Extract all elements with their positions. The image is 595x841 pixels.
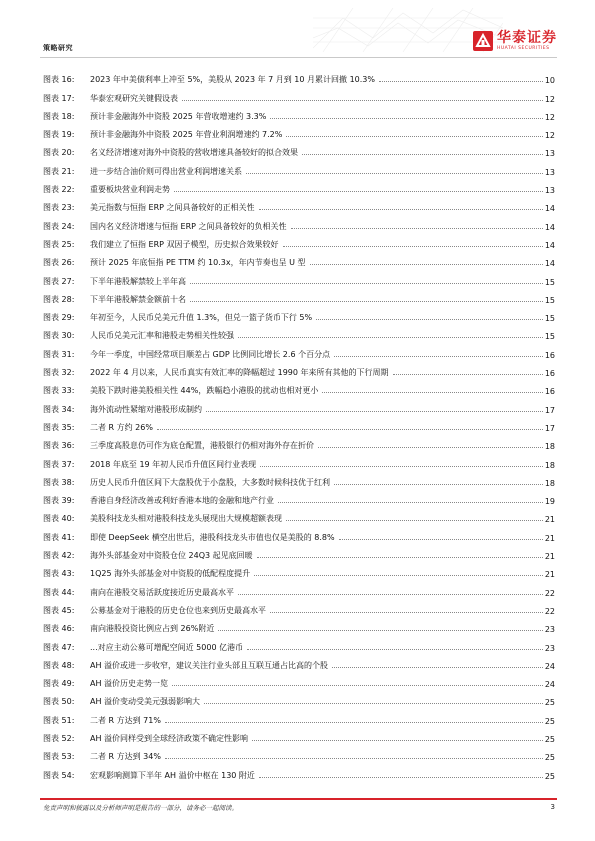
dot-leader [310, 264, 543, 265]
figure-page-number: 12 [544, 112, 555, 122]
toc-entry[interactable] [43, 323, 555, 341]
figure-number: 图表 47: [43, 642, 75, 652]
figure-page-number: 21 [544, 515, 555, 525]
figure-page-number: 21 [544, 570, 555, 580]
toc-entry[interactable] [43, 543, 555, 561]
figure-number: 图表 44: [43, 587, 75, 597]
figure-title: 2022 年 4 月以来，人民币真实有效汇率的降幅超过 1990 年来所有其他的下行周期 [90, 368, 389, 378]
figure-title: 南向港股投资比例应占到 26%附近 [90, 624, 215, 634]
toc-entry[interactable] [43, 451, 555, 469]
dot-leader [302, 154, 543, 155]
toc-entry[interactable] [43, 195, 555, 213]
figure-title: 年初至今，人民币兑美元升值 1.3%，但兑一篮子货币下行 5% [90, 313, 313, 323]
footer-disclaimer: 免责声明和披露以及分析师声明是报告的一部分，请务必一起阅读。 [43, 804, 238, 812]
figure-title: 人民币兑美元汇率和港股走势相关性较强 [90, 331, 234, 341]
toc-entry[interactable] [43, 104, 555, 122]
toc-entry[interactable] [43, 341, 555, 359]
figure-page-number: 16 [544, 387, 555, 397]
figure-number: 图表 26: [43, 258, 75, 268]
dot-leader [283, 246, 543, 247]
figure-number: 图表 41: [43, 532, 75, 542]
figure-page-number: 14 [544, 240, 555, 250]
toc-entry[interactable] [43, 305, 555, 323]
toc-entry[interactable] [43, 415, 555, 433]
section-label: 策略研究 [43, 44, 73, 52]
figure-page-number: 14 [544, 222, 555, 232]
dot-leader [393, 374, 543, 375]
toc-entry[interactable] [43, 506, 555, 524]
figure-title: 下半年港股解禁金额前十名 [90, 294, 186, 304]
toc-entry[interactable] [43, 579, 555, 597]
figure-number: 图表 42: [43, 551, 75, 561]
figure-title: ...对应主动公募可增配空间近 5000 亿港币 [90, 642, 244, 652]
dot-leader [182, 100, 543, 101]
dot-leader [174, 191, 543, 192]
figure-title: 国内名义经济增速与恒指 ERP 之间具备较好的负相关性 [90, 221, 287, 231]
figure-list [43, 67, 555, 781]
toc-entry[interactable] [43, 250, 555, 268]
figure-number: 图表 46: [43, 624, 75, 634]
header-divider [40, 57, 557, 58]
figure-title: 历史人民币升值区间下大盘股优于小盘股，大多数时候科技优于红利 [90, 477, 330, 487]
figure-number: 图表 33: [43, 386, 75, 396]
figure-page-number: 12 [544, 131, 555, 141]
brand-name-cn: 华泰证券 [497, 30, 557, 46]
toc-entry[interactable] [43, 470, 555, 488]
figure-number: 图表 52: [43, 733, 75, 743]
toc-entry[interactable] [43, 67, 555, 85]
figure-number: 图表 37: [43, 459, 75, 469]
dot-leader [286, 520, 543, 521]
figure-number: 图表 50: [43, 697, 75, 707]
dot-leader [278, 502, 543, 503]
figure-number: 图表 17: [43, 93, 75, 103]
dot-leader [270, 612, 543, 613]
figure-number: 图表 28: [43, 294, 75, 304]
dot-leader [286, 136, 543, 137]
figure-page-number: 14 [544, 204, 555, 214]
figure-page-number: 16 [544, 369, 555, 379]
page-number: 3 [550, 803, 555, 811]
figure-title: 预计非金融海外中资股 2025 年营业利润增速约 7.2% [90, 130, 283, 140]
figure-number: 图表 25: [43, 239, 75, 249]
figure-page-number: 13 [544, 186, 555, 196]
figure-title: 三季度高股息仍可作为底仓配置，港股银行仍相对海外存在折价 [90, 441, 314, 451]
figure-number: 图表 24: [43, 221, 75, 231]
figure-page-number: 15 [544, 314, 555, 324]
figure-page-number: 10 [544, 76, 555, 86]
toc-entry[interactable] [43, 232, 555, 250]
figure-page-number: 13 [544, 149, 555, 159]
figure-number: 图表 34: [43, 404, 75, 414]
dot-leader [270, 118, 543, 119]
toc-entry[interactable] [43, 744, 555, 762]
dot-leader [252, 740, 543, 741]
dot-leader [238, 594, 543, 595]
figure-number: 图表 21: [43, 166, 75, 176]
figure-page-number: 21 [544, 552, 555, 562]
toc-entry[interactable] [43, 689, 555, 707]
figure-title: 1Q25 海外头部基金对中资股的低配程度提升 [90, 569, 251, 579]
dot-leader [259, 209, 543, 210]
figure-title: 宏观影响测算下半年 AH 溢价中枢在 130 附近 [90, 770, 255, 780]
figure-title: AH 溢价同样受到全球经济政策不确定性影响 [90, 733, 249, 743]
toc-entry[interactable] [43, 213, 555, 231]
figure-number: 图表 35: [43, 422, 75, 432]
figure-number: 图表 32: [43, 368, 75, 378]
toc-entry[interactable] [43, 707, 555, 725]
toc-entry[interactable] [43, 616, 555, 634]
figure-page-number: 23 [544, 625, 555, 635]
toc-entry[interactable] [43, 726, 555, 744]
figure-page-number: 23 [544, 643, 555, 653]
figure-page-number: 15 [544, 277, 555, 287]
figure-number: 图表 40: [43, 514, 75, 524]
figure-page-number: 25 [544, 734, 555, 744]
dot-leader [172, 685, 543, 686]
dot-leader [316, 319, 543, 320]
toc-entry[interactable] [43, 287, 555, 305]
figure-title: 华泰宏观研究关键假设表 [90, 93, 178, 103]
figure-page-number: 25 [544, 698, 555, 708]
figure-page-number: 15 [544, 332, 555, 342]
figure-title: 二者 R 方达到 71% [90, 715, 161, 725]
toc-entry[interactable] [43, 158, 555, 176]
toc-entry[interactable] [43, 634, 555, 652]
figure-page-number: 17 [544, 405, 555, 415]
figure-title: 重要板块营业利润走势 [90, 185, 170, 195]
figure-number: 图表 19: [43, 130, 75, 140]
figure-number: 图表 54: [43, 770, 75, 780]
toc-entry[interactable] [43, 268, 555, 286]
dot-leader [238, 337, 543, 338]
figure-page-number: 18 [544, 478, 555, 488]
figure-title: 2023 年中美债利率上冲至 5%，美股从 2023 年 7 月到 10 月累计回撤 10.3% [90, 75, 375, 85]
figure-page-number: 24 [544, 680, 555, 690]
figure-title: AH 溢价或进一步收窄，建议关注行业头部且互联互通占比高的个股 [90, 660, 329, 670]
figure-title: 下半年港股解禁较上半年高 [90, 276, 186, 286]
brand-logo [473, 31, 557, 52]
dot-leader [165, 758, 543, 759]
figure-page-number: 22 [544, 588, 555, 598]
dot-leader [204, 703, 543, 704]
figure-number: 图表 39: [43, 496, 75, 506]
dot-leader [247, 649, 543, 650]
dot-leader [291, 228, 543, 229]
toc-entry[interactable] [43, 360, 555, 378]
figure-number: 图表 31: [43, 349, 75, 359]
figure-number: 图表 29: [43, 313, 75, 323]
dot-leader [260, 466, 543, 467]
dot-leader [165, 722, 543, 723]
figure-title: 预计非金融海外中资股 2025 年营收增速约 3.3% [90, 111, 267, 121]
figure-number: 图表 48: [43, 660, 75, 670]
toc-entry[interactable] [43, 488, 555, 506]
figure-page-number: 24 [544, 661, 555, 671]
figure-title: 美元指数与恒指 ERP 之间具备较好的正相关性 [90, 203, 255, 213]
figure-page-number: 18 [544, 460, 555, 470]
figure-page-number: 19 [544, 497, 555, 507]
figure-page-number: 25 [544, 771, 555, 781]
toc-entry[interactable] [43, 762, 555, 780]
dot-leader [190, 283, 543, 284]
figure-number: 图表 43: [43, 569, 75, 579]
figure-title: 今年一季度，中国经常项目顺差占 GDP 比例同比增长 2.6 个百分点 [90, 349, 331, 359]
dot-leader [157, 429, 543, 430]
dot-leader [379, 81, 543, 82]
figure-title: 二者 R 方达到 34% [90, 752, 161, 762]
toc-entry[interactable] [43, 598, 555, 616]
toc-entry[interactable] [43, 378, 555, 396]
figure-page-number: 17 [544, 423, 555, 433]
toc-entry[interactable] [43, 85, 555, 103]
dot-leader [334, 484, 543, 485]
toc-entry[interactable] [43, 524, 555, 542]
figure-number: 图表 18: [43, 111, 75, 121]
figure-page-number: 13 [544, 167, 555, 177]
figure-number: 图表 45: [43, 605, 75, 615]
figure-title: 名义经济增速对海外中资股的营收增速具备较好的拟合效果 [90, 148, 298, 158]
figure-title: AH 溢价变动受美元强弱影响大 [90, 697, 201, 707]
dot-leader [246, 173, 543, 174]
figure-number: 图表 27: [43, 276, 75, 286]
figure-number: 图表 38: [43, 477, 75, 487]
dot-leader [190, 301, 543, 302]
dot-leader [218, 630, 542, 631]
figure-page-number: 25 [544, 753, 555, 763]
figure-title: 预计 2025 年底恒指 PE TTM 约 10.3x，年内节奏也呈 U 型 [90, 258, 306, 268]
figure-title: 美股科技龙头相对港股科技龙头展现出大规模超额表现 [90, 514, 282, 524]
toc-entry[interactable] [43, 561, 555, 579]
toc-entry[interactable] [43, 140, 555, 158]
toc-entry[interactable] [43, 396, 555, 414]
toc-entry[interactable] [43, 122, 555, 140]
figure-page-number: 22 [544, 606, 555, 616]
dot-leader [257, 557, 543, 558]
dot-leader [322, 392, 542, 393]
toc-entry[interactable] [43, 653, 555, 671]
figure-title: 海外头部基金对中资股仓位 24Q3 起见底回暖 [90, 551, 253, 561]
dot-leader [259, 777, 543, 778]
footer-divider [40, 798, 557, 800]
figure-title: 美股下跌时港美股相关性 44%，跌幅趋小港股的扰动也相对更小 [90, 386, 319, 396]
toc-entry[interactable] [43, 671, 555, 689]
figure-title: 香港自身经济改善或利好香港本地的金融和地产行业 [90, 496, 274, 506]
figure-page-number: 12 [544, 94, 555, 104]
figure-number: 图表 23: [43, 203, 75, 213]
dot-leader [339, 539, 543, 540]
figure-page-number: 14 [544, 259, 555, 269]
toc-entry[interactable] [43, 433, 555, 451]
figure-title: 即使 DeepSeek 横空出世后，港股科技龙头市值也仅是美股的 8.8% [90, 532, 335, 542]
dot-leader [334, 356, 543, 357]
figure-number: 图表 22: [43, 185, 75, 195]
brand-name-en: HUATAI SECURITIES [497, 46, 550, 51]
figure-title: 海外流动性紧缩对港股形成制约 [90, 404, 202, 414]
figure-title: 公募基金对于港股的历史仓位也来到历史最高水平 [90, 605, 266, 615]
figure-title: 2018 年底至 19 年初人民币升值区间行业表现 [90, 459, 257, 469]
figure-number: 图表 36: [43, 441, 75, 451]
dot-leader [254, 575, 543, 576]
dot-leader [206, 411, 543, 412]
figure-title: 二者 R 方约 26% [90, 422, 153, 432]
toc-entry[interactable] [43, 177, 555, 195]
figure-title: 进一步结合油价则可得出营业利润增速关系 [90, 166, 242, 176]
figure-page-number: 21 [544, 533, 555, 543]
brand-logo-icon [473, 31, 493, 51]
figure-title: AH 溢价历史走势一览 [90, 679, 169, 689]
figure-number: 图表 49: [43, 679, 75, 689]
figure-number: 图表 16: [43, 75, 75, 85]
figure-page-number: 15 [544, 295, 555, 305]
figure-page-number: 16 [544, 350, 555, 360]
figure-number: 图表 30: [43, 331, 75, 341]
figure-number: 图表 53: [43, 752, 75, 762]
figure-title: 我们建立了恒指 ERP 双因子模型，历史拟合效果较好 [90, 239, 279, 249]
dot-leader [318, 447, 543, 448]
figure-page-number: 25 [544, 716, 555, 726]
figure-number: 图表 20: [43, 148, 75, 158]
figure-title: 南向在港股交易活跃度接近历史最高水平 [90, 587, 234, 597]
dot-leader [332, 667, 543, 668]
figure-page-number: 18 [544, 442, 555, 452]
figure-number: 图表 51: [43, 715, 75, 725]
